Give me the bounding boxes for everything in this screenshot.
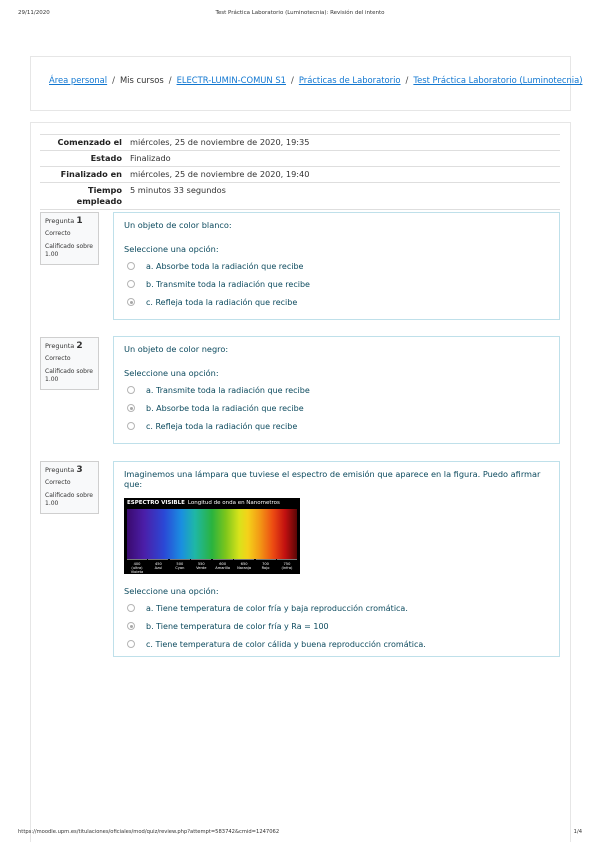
answer-text: c. Refleja toda la radiación que recibe [146,421,298,431]
print-title: Test Práctica Laboratorio (Luminotecnia): Revisión del intento [215,10,385,16]
summary-value: miércoles, 25 de noviembre de 2020, 19:40 [130,169,310,179]
question-grade: Calificado sobre 1.00 [45,492,93,507]
spectrum-band [127,509,297,559]
summary-row [40,167,560,183]
question-text: Un objeto de color blanco: [124,220,232,230]
question-number: 1 [76,216,83,226]
question-2-content [113,336,560,444]
radio-button[interactable] [127,422,135,430]
answer-text: c. Refleja toda la radiación que recibe [146,297,298,307]
spectrum-image [124,498,300,574]
answer-option-b[interactable] [124,278,549,290]
radio-button[interactable] [127,640,135,648]
answer-text: a. Tiene temperatura de color fría y baja reproducción cromática. [146,603,408,613]
print-page-number: 1/4 [573,829,582,835]
answer-text: b. Transmite toda la radiación que recibe [146,279,310,289]
radio-button[interactable] [127,280,135,288]
spectrum-tick: 500 Cyan [170,559,190,574]
answer-option-b[interactable] [124,620,549,632]
spectrum-title: ESPECTRO VISIBLE [127,500,185,506]
summary-row [40,183,560,210]
question-label: Pregunta [45,342,75,350]
spectrum-tick: 700 Rojo [256,559,276,574]
question-prompt: Seleccione una opción: [124,368,219,378]
breadcrumb: Área personal / Mis cursos / ELECTR-LUMIN-COMUN S1 / Prácticas de Laboratorio / Test Práctica Laboratorio (Luminotecnia) [49,75,583,85]
question-number: 2 [76,341,83,351]
question-status: Correcto [45,230,71,237]
spectrum-tick: 650 Naranja [234,559,254,574]
summary-row [40,151,560,167]
summary-key: Tiempo empleado [76,185,122,206]
radio-button[interactable] [127,604,135,612]
print-url: https://moodle.upm.es/titulaciones/oficiales/mod/quiz/review.php?attempt=583742&cmid=1247062 [18,829,280,835]
print-header [18,10,582,20]
spectrum-tick: 450 Azul [148,559,168,574]
question-status: Correcto [45,355,71,362]
question-grade: Calificado sobre 1.00 [45,243,93,258]
answer-option-c[interactable] [124,296,549,308]
question-1-content [113,212,560,320]
print-date: 29/11/2020 [18,10,50,16]
answer-text: b. Tiene temperatura de color fría y Ra = 100 [146,621,329,631]
print-footer [18,829,582,839]
radio-button-selected[interactable] [127,298,135,306]
spectrum-tick: 750 (infra) [277,559,297,574]
question-label: Pregunta [45,217,75,225]
breadcrumb-mis-cursos: Mis cursos [119,75,164,85]
answer-text: a. Absorbe toda la radiación que recibe [146,261,304,271]
answer-option-a[interactable] [124,602,549,614]
question-3-info [40,461,99,514]
summary-value: 5 minutos 33 segundos [130,185,226,195]
radio-button[interactable] [127,386,135,394]
breadcrumb-practicas[interactable]: Prácticas de Laboratorio [298,75,401,85]
question-grade: Calificado sobre 1.00 [45,368,93,383]
question-status: Correcto [45,479,71,486]
breadcrumb-card [30,56,583,111]
answer-text: a. Transmite toda la radiación que recibe [146,385,310,395]
question-text: Imaginemos una lámpara que tuviese el espectro de emisión que aparece en la figura. Puedo afirmar que: [124,469,541,489]
spectrum-ticks [127,559,297,574]
spectrum-tick: 600 Amarillo [213,559,233,574]
question-1-info [40,212,99,265]
attempt-summary-table [40,134,560,210]
radio-button-selected[interactable] [127,404,135,412]
answer-option-c[interactable] [124,420,549,432]
radio-button-selected[interactable] [127,622,135,630]
question-3-content [113,461,560,657]
summary-key: Finalizado en [60,169,122,179]
summary-row [40,135,560,151]
summary-value: miércoles, 25 de noviembre de 2020, 19:35 [130,137,310,147]
spectrum-subtitle: Longitud de onda en Nanometros [187,500,280,506]
radio-button[interactable] [127,262,135,270]
question-text: Un objeto de color negro: [124,344,229,354]
summary-key: Comenzado el [57,137,122,147]
summary-key: Estado [90,153,122,163]
answer-option-a[interactable] [124,260,549,272]
answer-option-b[interactable] [124,402,549,414]
question-prompt: Seleccione una opción: [124,586,219,596]
summary-value: Finalizado [130,153,171,163]
spectrum-tick: 550 Verde [191,559,211,574]
breadcrumb-course[interactable]: ELECTR-LUMIN-COMUN S1 [176,75,287,85]
answer-option-c[interactable] [124,638,549,650]
breadcrumb-area-personal[interactable]: Área personal [49,75,108,85]
answer-option-a[interactable] [124,384,549,396]
spectrum-tick: 400 (ultra) Violeta [127,559,147,574]
answer-text: c. Tiene temperatura de color cálida y buena reproducción cromática. [146,639,426,649]
question-2-info [40,337,99,390]
answer-text: b. Absorbe toda la radiación que recibe [146,403,304,413]
breadcrumb-test[interactable]: Test Práctica Laboratorio (Luminotecnia) [413,75,583,85]
question-prompt: Seleccione una opción: [124,244,219,254]
question-number: 3 [76,465,83,475]
question-label: Pregunta [45,466,75,474]
